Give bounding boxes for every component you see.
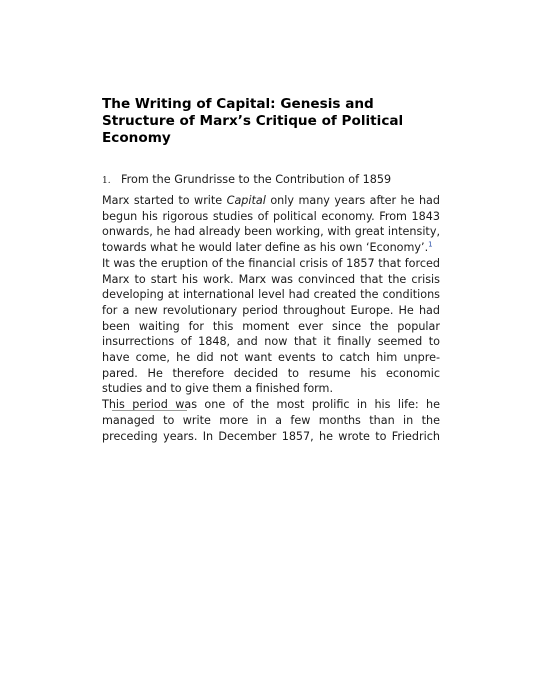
document-title: The Writing of Capital: Genesis and Structure of Marx’s Critique of Political Economy: [102, 96, 404, 146]
footnote-separator: [112, 410, 187, 411]
section-title: From the Grundrisse to the Contribution of 1859: [121, 173, 392, 186]
footnote-reference[interactable]: 1: [428, 240, 433, 249]
section-number: 1.: [102, 176, 111, 186]
paragraph-3: This period was one of the most prolific in his life: he managed to write more in a few months than in the preceding years. In December 1857, he wrote to Friedrich: [102, 398, 440, 443]
capital-italic: Capital: [226, 194, 266, 207]
section-heading: [102, 172, 440, 189]
paragraph-1-text-end: only many years after he had begun his rigorous studies of political economy. From 1843 onwards, he had already been working, with great intensity, towards what he would later define as his own ‘Economy’.: [102, 194, 440, 255]
paragraph-2: It was the eruption of the financial crisis of 1857 that forced Marx to start his work. Marx was convinced that the crisis developing at international level had created the conditions for a new revolutionary period throughout Europe. He had been waiting for this moment ever since the popular insurrections of 1848, and now that it finally seemed to have come, he did not want events to catch him unpre- pared. He therefore decided to resume his economic studies and to give them a finished form.: [102, 256, 440, 396]
document-page: [102, 96, 440, 444]
paragraph-1-text-start: Marx started to write: [102, 194, 227, 207]
paragraph-1: [102, 193, 440, 256]
